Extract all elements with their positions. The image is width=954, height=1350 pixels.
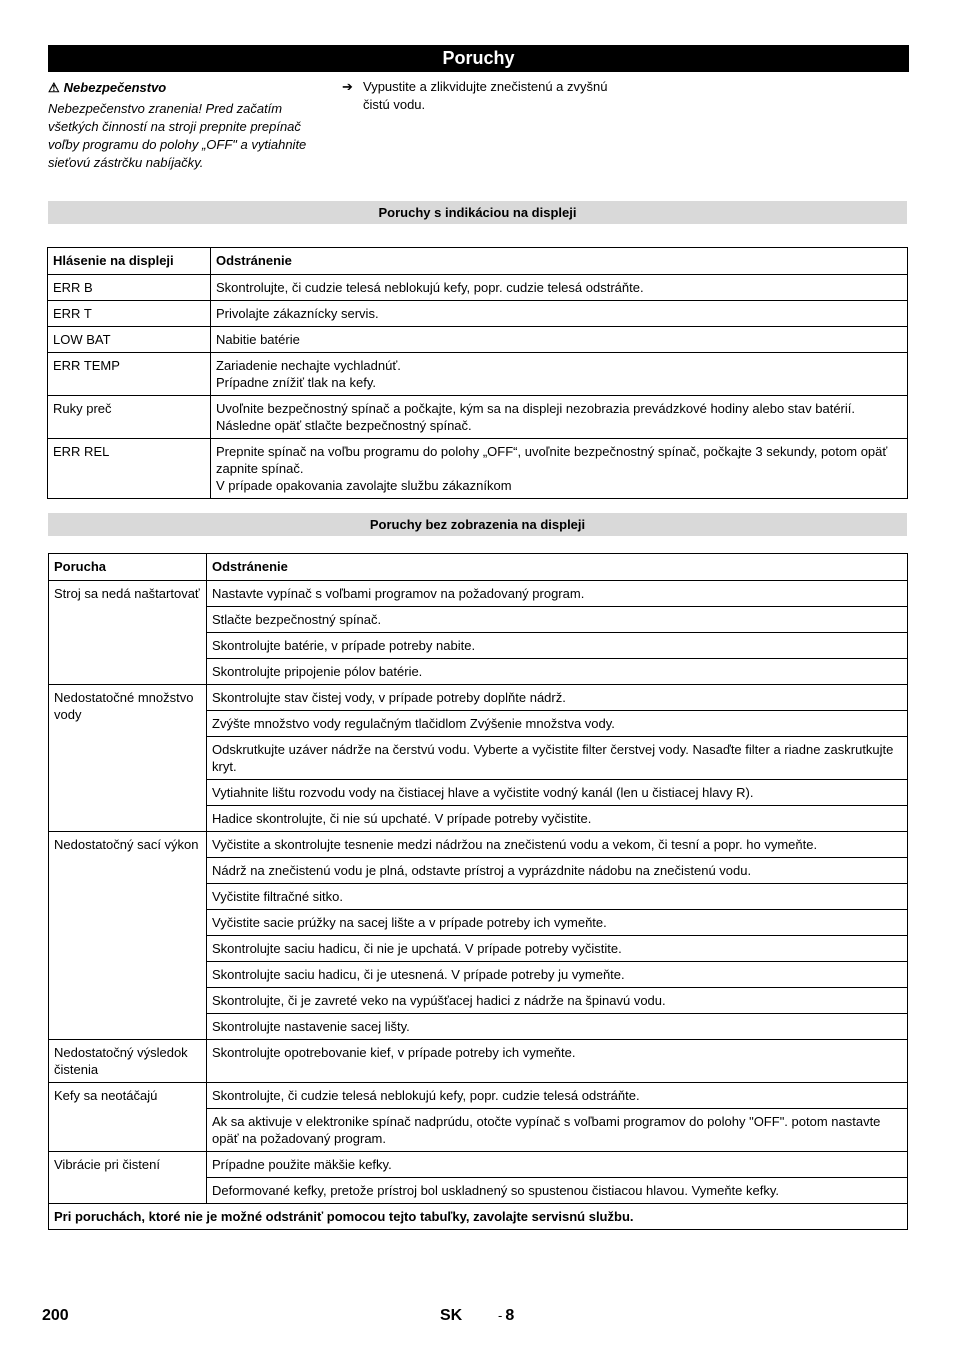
table-header-row	[49, 554, 908, 581]
remedy-cell: Hadice skontrolujte, či nie sú upchaté. V prípade potreby vyčistite.	[207, 806, 908, 832]
remedy-cell: Ak sa aktivuje v elektronike spínač nadprúdu, otočte vypínač s voľbami programov do polohy "OFF". potom nastavte opäť na požadovaný program.	[207, 1109, 908, 1152]
remedy-cell: Zvýšte množstvo vody regulačným tlačidlom Zvýšenie množstva vody.	[207, 711, 908, 737]
column-header-message: Hlásenie na displeji	[48, 248, 211, 275]
remedy-cell: Skontrolujte pripojenie pólov batérie.	[207, 659, 908, 685]
remedy-cell: Skontrolujte, či cudzie telesá neblokujú kefy, popr. cudzie telesá odstráňte.	[207, 1083, 908, 1109]
warning-title-text: Nebezpečenstvo	[63, 80, 167, 95]
column-header-fault: Porucha	[49, 554, 207, 581]
remedy-cell: Nabitie batérie	[211, 327, 908, 353]
display-message-cell: ERR TEMP	[48, 353, 211, 396]
remedy-cell: Deformované kefky, pretože prístroj bol uskladnený so spustenou čistiacou hlavou. Vymeňte kefky.	[207, 1178, 908, 1204]
remedy-cell: Skontrolujte, či cudzie telesá neblokujú kefy, popr. cudzie telesá odstráňte.	[211, 275, 908, 301]
table-row	[48, 353, 908, 396]
warning-text: Nebezpečenstvo zranenia! Pred začatím všetkých činností na stroji prepnite prepínač voľby programu do polohy „OFF" a vytiahnite sieťovú zástrčku nabíjačky.	[48, 101, 307, 170]
fault-cell: Stroj sa nedá naštartovať	[49, 581, 207, 685]
table-row	[48, 301, 908, 327]
display-message-cell: LOW BAT	[48, 327, 211, 353]
display-message-cell: ERR REL	[48, 439, 211, 499]
display-message-cell: Ruky preč	[48, 396, 211, 439]
table-row	[49, 685, 908, 711]
section-heading-no-display: Poruchy bez zobrazenia na displeji	[48, 513, 907, 536]
remedy-cell: Skontrolujte batérie, v prípade potreby nabite.	[207, 633, 908, 659]
remedy-cell: Zariadenie nechajte vychladnúť. Prípadne znížiť tlak na kefy.	[211, 353, 908, 396]
non-display-faults-table	[48, 553, 908, 1230]
remedy-cell: Nastavte vypínač s voľbami programov na požadovaný program.	[207, 581, 908, 607]
column-header-remedy: Odstránenie	[207, 554, 908, 581]
sub-page-number	[498, 1307, 514, 1325]
remedy-cell: Skontrolujte stav čistej vody, v prípade potreby doplňte nádrž.	[207, 685, 908, 711]
remedy-cell: Skontrolujte saciu hadicu, či je utesnená. V prípade potreby ju vymeňte.	[207, 962, 908, 988]
sub-page-value: 8	[505, 1307, 515, 1324]
column-header-remedy: Odstránenie	[211, 248, 908, 275]
remedy-cell: Skontrolujte opotrebovanie kief, v prípade potreby ich vymeňte.	[207, 1040, 908, 1083]
remedy-cell: Vytiahnite lištu rozvodu vody na čistiacej hlave a vyčistite vodný kanál (len u čistiacej hlavy R).	[207, 780, 908, 806]
remedy-cell: Stlačte bezpečnostný spínač.	[207, 607, 908, 633]
remedy-cell: Prepnite spínač na voľbu programu do polohy „OFF“, uvoľnite bezpečnostný spínač, počkajte 3 sekundy, potom opäť zapnite spínač. V prípade opakovania zavolajte službu zákazníkom	[211, 439, 908, 499]
remedy-cell: Skontrolujte nastavenie sacej lišty.	[207, 1014, 908, 1040]
fault-cell: Nedostatočný sací výkon	[49, 832, 207, 1040]
remedy-cell: Skontrolujte saciu hadicu, či nie je upchatá. V prípade potreby vyčistite.	[207, 936, 908, 962]
display-message-cell: ERR B	[48, 275, 211, 301]
remedy-cell: Privolajte zákaznícky servis.	[211, 301, 908, 327]
remedy-cell: Vyčistite filtračné sitko.	[207, 884, 908, 910]
fault-cell: Kefy sa neotáčajú	[49, 1083, 207, 1152]
instruction-step	[342, 78, 612, 114]
table-header-row	[48, 248, 908, 275]
remedy-cell: Nádrž na znečistenú vodu je plná, odstavte prístroj a vyprázdnite nádobu na znečistenú vodu.	[207, 858, 908, 884]
sub-page-dash: -	[498, 1308, 503, 1323]
instruction-text: Vypustite a zlikvidujte znečistenú a zvyšnú čistú vodu.	[363, 79, 608, 112]
warning-title	[48, 80, 166, 96]
remedy-cell: Odskrutkujte uzáver nádrže na čerstvú vodu. Vyberte a vyčistite filter čerstvej vody. Nasaďte filter a riadne zaskrutkujte kryt.	[207, 737, 908, 780]
table-row	[48, 396, 908, 439]
table-row	[48, 275, 908, 301]
table-row	[48, 327, 908, 353]
display-message-cell: ERR T	[48, 301, 211, 327]
remedy-cell: Vyčistite a skontrolujte tesnenie medzi nádržou na znečistenú vodu a vekom, či tesní a popr. ho vymeňte.	[207, 832, 908, 858]
fault-cell: Nedostatočné množstvo vody	[49, 685, 207, 832]
page-number: 200	[42, 1307, 69, 1324]
arrow-right-icon: ➔	[342, 79, 353, 94]
display-faults-table	[47, 247, 908, 499]
table-row	[49, 1040, 908, 1083]
section-heading-display: Poruchy s indikáciou na displeji	[48, 201, 907, 224]
table-row	[49, 581, 908, 607]
table-row	[49, 1152, 908, 1178]
warning-triangle-icon: ⚠	[48, 80, 60, 95]
table-row	[48, 439, 908, 499]
table-row	[49, 832, 908, 858]
table-row	[49, 1083, 908, 1109]
fault-cell: Nedostatočný výsledok čistenia	[49, 1040, 207, 1083]
page-title: Poruchy	[48, 45, 909, 72]
remedy-cell: Skontrolujte, či je zavreté veko na vypúšťacej hadici z nádrže na špinavú vodu.	[207, 988, 908, 1014]
language-code: SK	[440, 1307, 463, 1324]
remedy-cell: Uvoľnite bezpečnostný spínač a počkajte, kým sa na displeji nezobrazia prevádzkové hodiny alebo stav batérií. Následne opäť stlačte bezpečnostný spínač.	[211, 396, 908, 439]
remedy-cell: Prípadne použite mäkšie kefky.	[207, 1152, 908, 1178]
remedy-cell: Vyčistite sacie prúžky na sacej lište a v prípade potreby ich vymeňte.	[207, 910, 908, 936]
service-note-cell: Pri poruchách, ktoré nie je možné odstrániť pomocou tejto tabuľky, zavolajte servisnú službu.	[49, 1204, 908, 1230]
table-footer-row	[49, 1204, 908, 1230]
fault-cell: Vibrácie pri čistení	[49, 1152, 207, 1204]
